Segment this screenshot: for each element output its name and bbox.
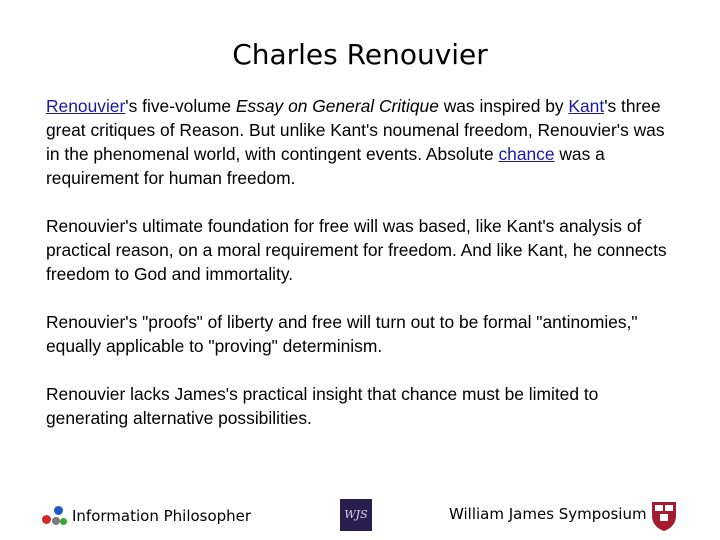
paragraph-2: Renouvier's ultimate foundation for free will was based, like Kant's analysis of practical reason, on a moral requirement for freedom. And like Kant, he connects freedom to God and immortality. — [46, 216, 667, 284]
william-james-symposium-label: William James Symposium — [449, 505, 647, 523]
paragraph-1-text-b: was inspired by — [438, 96, 569, 116]
paragraph-4: Renouvier lacks James's practical insight that chance must be limited to generating alternative possibilities. — [46, 384, 599, 428]
renouvier-link[interactable]: Renouvier — [46, 96, 126, 116]
information-philosopher-label: Information Philosopher — [72, 507, 252, 525]
page-title: Charles Renouvier — [232, 38, 488, 71]
chance-link[interactable]: chance — [498, 144, 555, 164]
paragraph-1-text-d: was a requirement for human freedom. — [46, 144, 605, 188]
paragraph-3: Renouvier's "proofs" of liberty and free will turn out to be formal "antinomies," equally applicable to "proving" determinism. — [46, 312, 638, 356]
information-philosopher-footer[interactable] — [40, 504, 251, 528]
kant-link[interactable]: Kant — [568, 96, 605, 116]
wjs-emblem-icon: WJS — [340, 499, 372, 531]
paragraph-1-text-c: 's three great critiques of Reason. But unlike Kant's noumenal freedom, Renouvier's was in the phenomenal world, with contingent events. Absolute — [46, 96, 665, 164]
paragraph-1 — [46, 94, 676, 190]
paragraph-1-text-a: 's five-volume — [125, 96, 236, 116]
colored-dots-logo-icon — [40, 504, 68, 528]
harvard-shield-icon — [650, 500, 678, 532]
essay-title: Essay on General Critique — [235, 96, 439, 116]
